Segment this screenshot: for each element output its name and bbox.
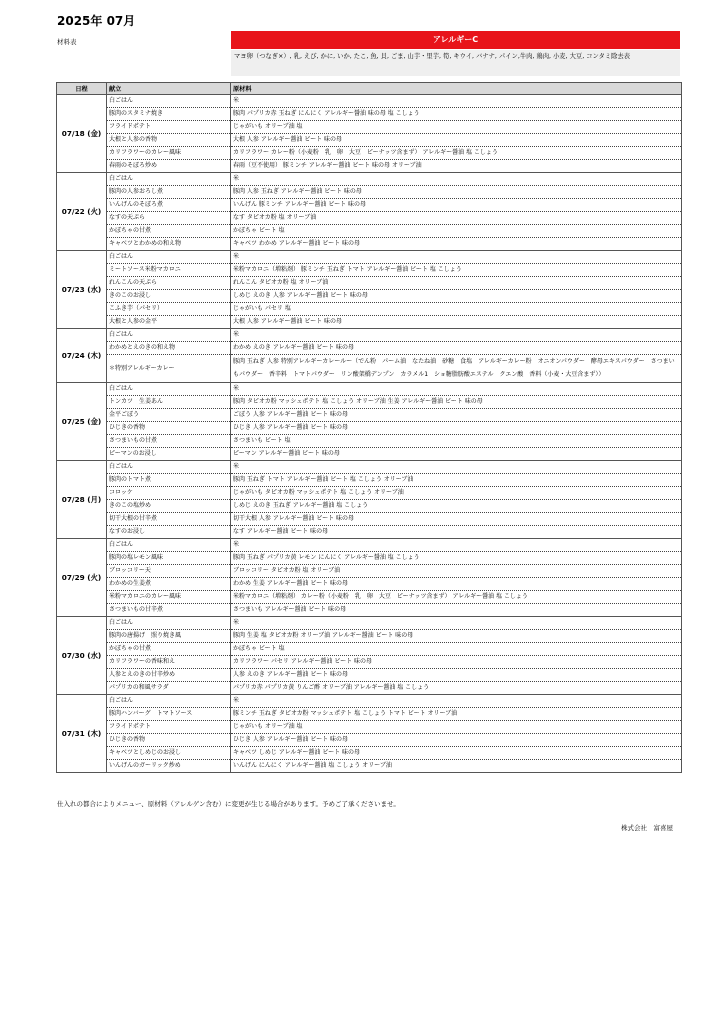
allergy-exclusion-note: マヨ卵（つなぎ×）, 乳, えび, かに, いか, たこ, 魚, 貝, ごま, 山芋・里芋, 筍, キウイ, バナナ, パイン,牛肉, 鶏肉, 小麦, 大豆, コンタミ除去表	[231, 50, 680, 76]
menu-item-cell: ひじきの香物	[107, 422, 231, 435]
column-header-date: 日程	[57, 83, 107, 95]
date-cell: 07/18 (金)	[57, 95, 107, 173]
menu-item-cell: 豚肉の塩レモン風味	[107, 552, 231, 565]
menu-item-cell: ピーマンのお浸し	[107, 448, 231, 461]
ingredients-cell: じゃがいも オリーブ油 塩	[231, 721, 682, 734]
menu-item-cell: パプリカの和風サラダ	[107, 682, 231, 695]
ingredients-cell: 大根 人参 アレルギー醤油 ビート 味の母	[231, 316, 682, 329]
ingredients-cell: ごぼう 人参 アレルギー醤油 ビート 味の母	[231, 409, 682, 422]
menu-item-cell: なすの天ぷら	[107, 212, 231, 225]
table-header-row	[57, 83, 682, 95]
menu-item-cell: 白ごはん	[107, 461, 231, 474]
table-row	[57, 578, 682, 591]
ingredients-cell: れんこん タピオカ粉 塩 オリーブ油	[231, 277, 682, 290]
menu-item-cell: ミートソース米粉マカロニ	[107, 264, 231, 277]
table-row	[57, 695, 682, 708]
menu-item-cell: さつまいもの甘辛煮	[107, 604, 231, 617]
date-cell: 07/22 (火)	[57, 173, 107, 251]
date-cell: 07/30 (水)	[57, 617, 107, 695]
table-row	[57, 422, 682, 435]
table-row	[57, 383, 682, 396]
menu-item-cell: かぼちゃの甘煮	[107, 643, 231, 656]
menu-item-cell: れんこんの天ぷら	[107, 277, 231, 290]
menu-item-cell: ひじきの香物	[107, 734, 231, 747]
table-row	[57, 734, 682, 747]
menu-item-cell: 豚肉の唐揚げ 照り焼き風	[107, 630, 231, 643]
ingredients-cell: ひじき 人参 アレルギー醤油 ビート 味の母	[231, 734, 682, 747]
menu-item-cell: 白ごはん	[107, 173, 231, 186]
disclaimer-note: 仕入れの都合によりメニュー、原材料（アレルゲン含む）に変更が生じる場合があります。予めご了承くださいませ。	[57, 800, 400, 808]
menu-item-cell: 春雨のそぼろ炒め	[107, 160, 231, 173]
date-cell: 07/24 (木)	[57, 329, 107, 383]
menu-item-cell: トンカツ 生姜あん	[107, 396, 231, 409]
menu-item-cell: 大根と人参の香物	[107, 134, 231, 147]
table-row	[57, 461, 682, 474]
date-cell: 07/23 (水)	[57, 251, 107, 329]
table-row	[57, 316, 682, 329]
menu-item-cell: 白ごはん	[107, 383, 231, 396]
date-cell: 07/28 (月)	[57, 461, 107, 539]
ingredients-cell: じゃがいも タピオカ粉 マッシュポテト 塩 こしょう オリーブ油	[231, 487, 682, 500]
table-row	[57, 747, 682, 760]
table-row	[57, 604, 682, 617]
table-row	[57, 95, 682, 108]
table-row	[57, 487, 682, 500]
ingredients-cell: キャベツ わかめ アレルギー醤油 ビート 味の母	[231, 238, 682, 251]
table-row	[57, 474, 682, 487]
table-row	[57, 552, 682, 565]
table-row	[57, 290, 682, 303]
menu-item-cell: キャベツとしめじのお浸し	[107, 747, 231, 760]
menu-item-cell: きのこのお浸し	[107, 290, 231, 303]
ingredients-cell: なす アレルギー醤油 ビート 味の母	[231, 526, 682, 539]
table-row	[57, 448, 682, 461]
menu-item-cell: さつまいもの甘煮	[107, 435, 231, 448]
ingredients-cell: パプリカ赤 パプリカ黄 りんご酢 オリーブ油 アレルギー醤油 塩 こしょう	[231, 682, 682, 695]
column-header-ingredients: 原材料	[231, 83, 682, 95]
ingredients-cell: 米	[231, 95, 682, 108]
materials-label: 材料表	[57, 38, 77, 46]
allergy-type-banner: アレルギーC	[231, 31, 680, 49]
menu-item-cell: 白ごはん	[107, 695, 231, 708]
ingredients-cell: わかめ 生姜 アレルギー醤油 ビート 味の母	[231, 578, 682, 591]
menu-item-cell: 大根と人参の金平	[107, 316, 231, 329]
table-row	[57, 160, 682, 173]
menu-item-cell: キャベツとわかめの和え物	[107, 238, 231, 251]
ingredients-cell: さつまいも アレルギー醤油 ビート 味の母	[231, 604, 682, 617]
ingredients-cell: カリフラワー カレー粉（小麦粉 乳 卵 大豆 ピーナッツ含まず） アレルギー醤油 塩 こしょう	[231, 147, 682, 160]
table-row	[57, 409, 682, 422]
ingredients-cell: かぼちゃ ビート 塩	[231, 643, 682, 656]
table-row	[57, 721, 682, 734]
ingredients-cell: 大根 人参 アレルギー醤油 ビート 味の母	[231, 134, 682, 147]
table-row	[57, 643, 682, 656]
ingredients-cell: 米	[231, 461, 682, 474]
menu-item-cell: ＊特別アレルギーカレー	[107, 355, 231, 383]
menu-item-cell: わかめとえのきの和え物	[107, 342, 231, 355]
menu-item-cell: なすのお浸し	[107, 526, 231, 539]
table-row	[57, 760, 682, 773]
table-row	[57, 264, 682, 277]
menu-item-cell: 白ごはん	[107, 329, 231, 342]
menu-item-cell: カリフラワーのカレー風味	[107, 147, 231, 160]
menu-item-cell: いんげんのガーリック炒め	[107, 760, 231, 773]
table-row	[57, 355, 682, 383]
table-row	[57, 513, 682, 526]
table-row	[57, 539, 682, 552]
ingredients-cell: 米粉マカロニ（増粘剤） カレー粉（小麦粉 乳 卵 大豆 ピーナッツ含まず） アレルギー醤油 塩 こしょう	[231, 591, 682, 604]
menu-item-cell: わかめの生姜煮	[107, 578, 231, 591]
ingredients-cell: しめじ えのき 玉ねぎ アレルギー醤油 塩 こしょう	[231, 500, 682, 513]
menu-item-cell: 白ごはん	[107, 539, 231, 552]
menu-table	[56, 82, 682, 773]
ingredients-cell: 米	[231, 617, 682, 630]
ingredients-cell: 春雨（豆不使用） 豚ミンチ アレルギー醤油 ビート 味の母 オリーブ油	[231, 160, 682, 173]
table-row	[57, 108, 682, 121]
page-title: 2025年 07月	[57, 14, 136, 28]
ingredients-cell: なす タピオカ粉 塩 オリーブ油	[231, 212, 682, 225]
ingredients-cell: 米	[231, 383, 682, 396]
table-row	[57, 329, 682, 342]
ingredients-cell: 米	[231, 695, 682, 708]
table-row	[57, 251, 682, 264]
table-row	[57, 225, 682, 238]
ingredients-cell: 豚肉 生姜 塩 タピオカ粉 オリーブ油 アレルギー醤油 ビート 味の母	[231, 630, 682, 643]
ingredients-cell: 豚肉 玉ねぎ パプリカ黄 レモン にんにく アレルギー醤油 塩 こしょう	[231, 552, 682, 565]
ingredients-cell: しめじ えのき 人参 アレルギー醤油 ビート 味の母	[231, 290, 682, 303]
table-row	[57, 435, 682, 448]
menu-item-cell: 白ごはん	[107, 251, 231, 264]
table-row	[57, 396, 682, 409]
menu-table-body	[57, 95, 682, 773]
table-row	[57, 212, 682, 225]
ingredients-cell: 豚ミンチ 玉ねぎ タピオカ粉 マッシュポテト 塩 こしょう トマト ビート オリーブ油	[231, 708, 682, 721]
ingredients-cell: じゃがいも オリーブ油 塩	[231, 121, 682, 134]
ingredients-cell: キャベツ しめじ アレルギー醤油 ビート 味の母	[231, 747, 682, 760]
ingredients-cell: 豚肉 玉ねぎ 人参 特別アレルギーカレールー（でん粉 パーム油 なたね油 砂糖 食塩 アレルギーカレー粉 オニオンパウダー 酵母エキスパウダー さつまいもパウダー 香辛料 トマトパウダー リン酸架橋デンプン カラメル1 ショ糖脂肪酸エステル クエン酸 香料（小麦・大豆含まず））	[231, 355, 682, 383]
ingredients-cell: 米	[231, 329, 682, 342]
menu-item-cell: いんげんのそぼろ煮	[107, 199, 231, 212]
menu-item-cell: コロッケ	[107, 487, 231, 500]
company-name: 株式会社 富喜屋	[621, 824, 673, 832]
ingredients-cell: いんげん にんにく アレルギー醤油 塩 こしょう オリーブ油	[231, 760, 682, 773]
table-row	[57, 134, 682, 147]
menu-item-cell: 豚肉のスタミナ焼き	[107, 108, 231, 121]
ingredients-cell: 豚肉 人参 玉ねぎ アレルギー醤油 ビート 味の母	[231, 186, 682, 199]
menu-item-cell: フライドポテト	[107, 121, 231, 134]
menu-item-cell: 豚肉の人参おろし煮	[107, 186, 231, 199]
ingredients-cell: 豚肉 タピオカ粉 マッシュポテト 塩 こしょう オリーブ油 生姜 アレルギー醤油 ビート 味の母	[231, 396, 682, 409]
table-row	[57, 656, 682, 669]
date-cell: 07/31 (木)	[57, 695, 107, 773]
table-row	[57, 500, 682, 513]
menu-item-cell: かぼちゃの甘煮	[107, 225, 231, 238]
table-row	[57, 630, 682, 643]
menu-item-cell: 切干大根の甘辛煮	[107, 513, 231, 526]
menu-item-cell: こふき芋（パセリ）	[107, 303, 231, 316]
column-header-menu: 献立	[107, 83, 231, 95]
table-row	[57, 121, 682, 134]
menu-item-cell: フライドポテト	[107, 721, 231, 734]
table-row	[57, 238, 682, 251]
table-row	[57, 526, 682, 539]
ingredients-cell: じゃがいも パセリ 塩	[231, 303, 682, 316]
menu-item-cell: 金平ごぼう	[107, 409, 231, 422]
ingredients-cell: 人参 えのき アレルギー醤油 ビート 味の母	[231, 669, 682, 682]
ingredients-cell: さつまいも ビート 塩	[231, 435, 682, 448]
ingredients-cell: ピーマン アレルギー醤油 ビート 味の母	[231, 448, 682, 461]
table-row	[57, 682, 682, 695]
date-cell: 07/29 (火)	[57, 539, 107, 617]
table-row	[57, 617, 682, 630]
menu-item-cell: 白ごはん	[107, 617, 231, 630]
menu-item-cell: 白ごはん	[107, 95, 231, 108]
ingredients-cell: わかめ えのき アレルギー醤油 ビート 味の母	[231, 342, 682, 355]
ingredients-cell: ブロッコリー タピオカ粉 塩 オリーブ油	[231, 565, 682, 578]
menu-item-cell: ブロッコリー天	[107, 565, 231, 578]
table-row	[57, 277, 682, 290]
table-row	[57, 591, 682, 604]
ingredients-cell: 切干大根 人参 アレルギー醤油 ビート 味の母	[231, 513, 682, 526]
menu-item-cell: カリフラワーの香味和え	[107, 656, 231, 669]
ingredients-cell: 米	[231, 251, 682, 264]
menu-item-cell: 米粉マカロニのカレー風味	[107, 591, 231, 604]
ingredients-cell: 豚肉 パプリカ赤 玉ねぎ にんにく アレルギー醤油 味の母 塩 こしょう	[231, 108, 682, 121]
table-row	[57, 565, 682, 578]
ingredients-cell: 米	[231, 539, 682, 552]
menu-item-cell: きのこの塩炒め	[107, 500, 231, 513]
ingredients-cell: いんげん 豚ミンチ アレルギー醤油 ビート 味の母	[231, 199, 682, 212]
date-cell: 07/25 (金)	[57, 383, 107, 461]
table-row	[57, 186, 682, 199]
menu-item-cell: 人参とえのきの甘辛炒め	[107, 669, 231, 682]
table-row	[57, 303, 682, 316]
ingredients-cell: ひじき 人参 アレルギー醤油 ビート 味の母	[231, 422, 682, 435]
ingredients-cell: かぼちゃ ビート 塩	[231, 225, 682, 238]
menu-item-cell: 豚肉のトマト煮	[107, 474, 231, 487]
ingredients-cell: 豚肉 玉ねぎ トマト アレルギー醤油 ビート 塩 こしょう オリーブ油	[231, 474, 682, 487]
ingredients-cell: 米	[231, 173, 682, 186]
table-row	[57, 708, 682, 721]
table-row	[57, 669, 682, 682]
table-row	[57, 147, 682, 160]
ingredients-cell: カリフラワー パセリ アレルギー醤油 ビート 味の母	[231, 656, 682, 669]
table-row	[57, 173, 682, 186]
table-row	[57, 199, 682, 212]
table-row	[57, 342, 682, 355]
ingredients-cell: 米粉マカロニ（増粘剤） 豚ミンチ 玉ねぎ トマト アレルギー醤油 ビート 塩 こしょう	[231, 264, 682, 277]
menu-item-cell: 豚肉ハンバーグ トマトソース	[107, 708, 231, 721]
